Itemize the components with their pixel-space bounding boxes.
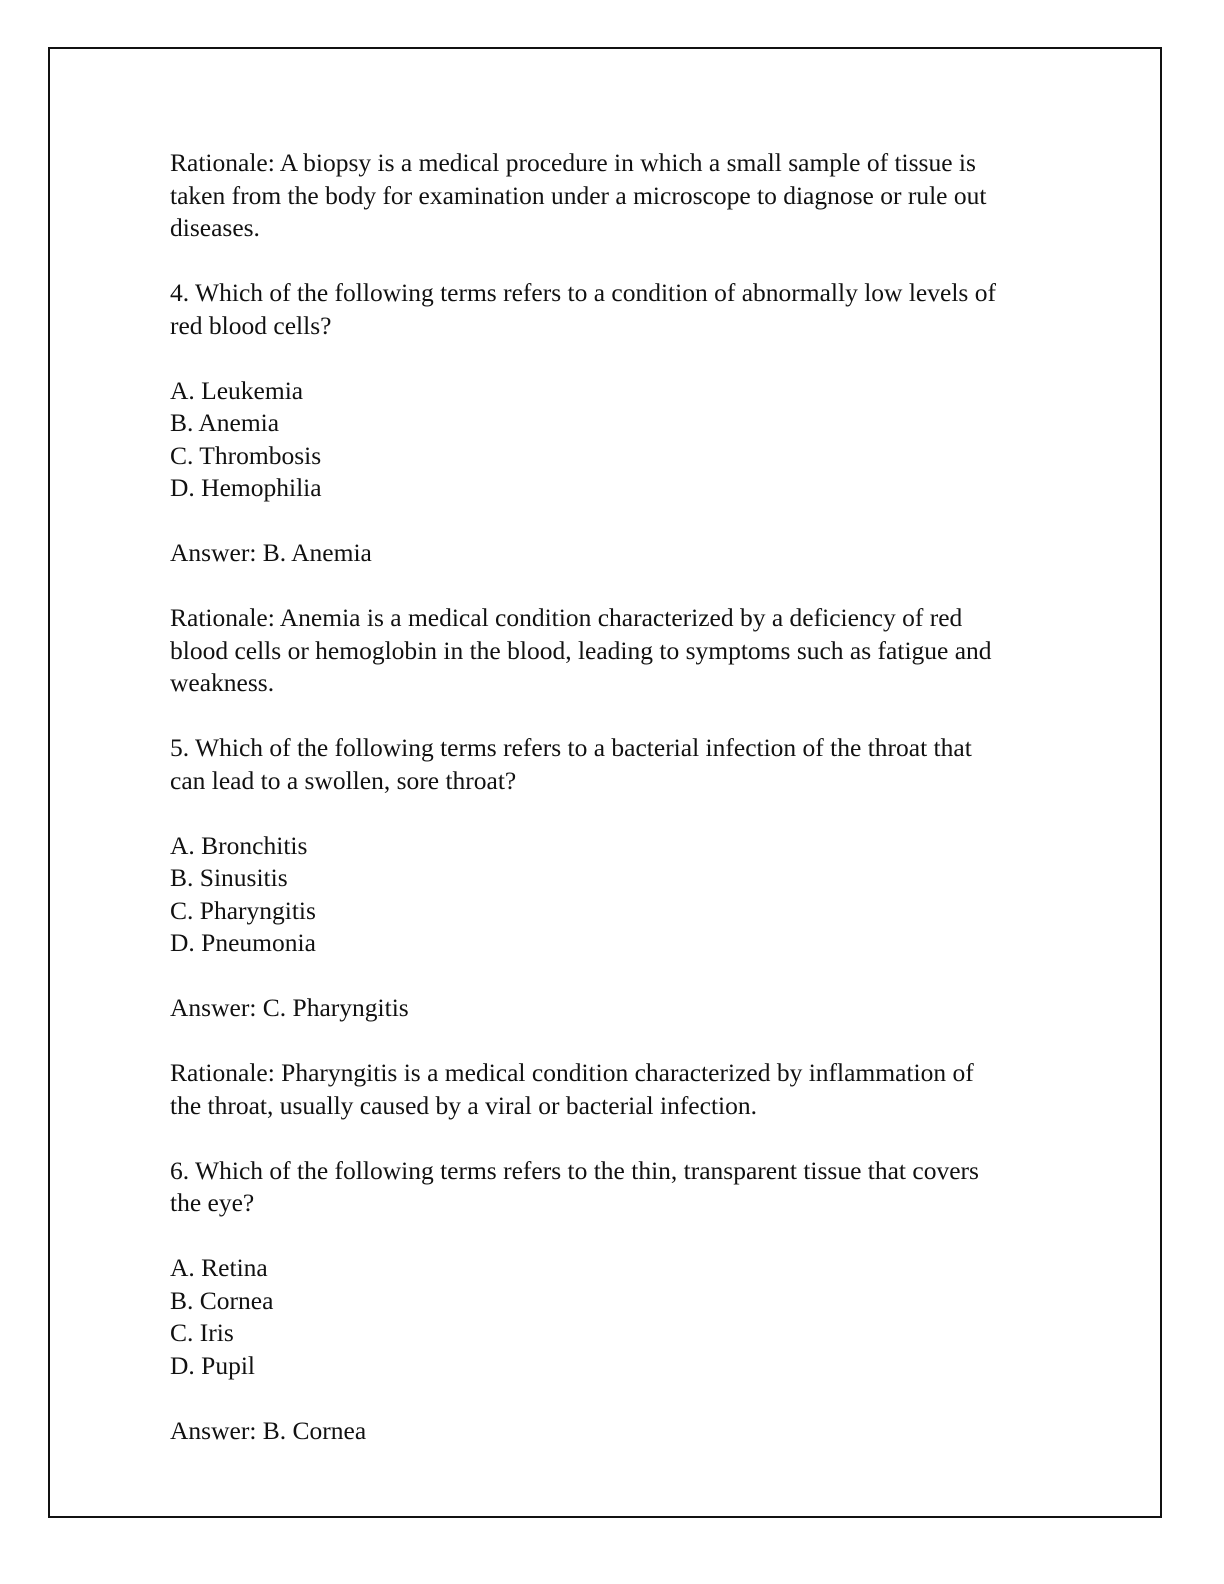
text-line: 6. Which of the following terms refers to the thin, transparent tissue that covers	[170, 1155, 979, 1185]
text-line: 4. Which of the following terms refers to a condition of abnormally low levels of	[170, 278, 996, 307]
option-item: D. Pupil	[170, 1350, 256, 1380]
text-line: Answer: C. Pharyngitis	[170, 993, 409, 1022]
text-line: weakness.	[170, 668, 275, 697]
answer-line	[170, 537, 1080, 570]
option-item: A. Bronchitis	[170, 830, 308, 860]
text-line: Rationale: Pharyngitis is a medical condition characterized by inflammation of	[170, 1058, 974, 1087]
rationale-paragraph	[170, 602, 1080, 700]
option-item: C. Thrombosis	[170, 440, 322, 470]
option-item: C. Iris	[170, 1318, 234, 1347]
options-list	[170, 830, 1080, 960]
text-line: can lead to a swollen, sore throat?	[170, 765, 517, 795]
text-line: Rationale: Anemia is a medical condition characterized by a deficiency of red	[170, 603, 963, 632]
option-item: D. Hemophilia	[170, 473, 322, 502]
rationale-paragraph	[170, 1057, 1080, 1122]
option-item: B. Cornea	[170, 1285, 274, 1315]
text-line: Rationale: A biopsy is a medical procedure in which a small sample of tissue is	[170, 148, 976, 177]
text-line: Answer: B. Anemia	[170, 538, 372, 567]
text-line: red blood cells?	[170, 310, 332, 340]
options-list	[170, 375, 1080, 505]
text-line: blood cells or hemoglobin in the blood, leading to symptoms such as fatigue and	[170, 635, 992, 665]
text-line: the eye?	[170, 1188, 255, 1217]
option-item: D. Pneumonia	[170, 928, 316, 957]
question-5	[170, 732, 1080, 797]
option-item: C. Pharyngitis	[170, 895, 316, 925]
text-line: the throat, usually caused by a viral or bacterial infection.	[170, 1090, 757, 1120]
answer-line	[170, 992, 1080, 1025]
question-6	[170, 1155, 1080, 1220]
question-4	[170, 277, 1080, 342]
document-body	[170, 147, 1080, 1480]
text-line: diseases.	[170, 213, 260, 242]
text-line: 5. Which of the following terms refers to a bacterial infection of the throat that	[170, 733, 972, 762]
rationale-paragraph	[170, 147, 1080, 245]
options-list	[170, 1252, 1080, 1382]
option-item: A. Retina	[170, 1253, 268, 1282]
option-item: B. Sinusitis	[170, 863, 288, 892]
option-item: A. Leukemia	[170, 375, 304, 405]
answer-line	[170, 1415, 1080, 1448]
option-item: B. Anemia	[170, 408, 280, 437]
text-line: taken from the body for examination under a microscope to diagnose or rule out	[170, 180, 987, 210]
text-line: Answer: B. Cornea	[170, 1415, 367, 1445]
